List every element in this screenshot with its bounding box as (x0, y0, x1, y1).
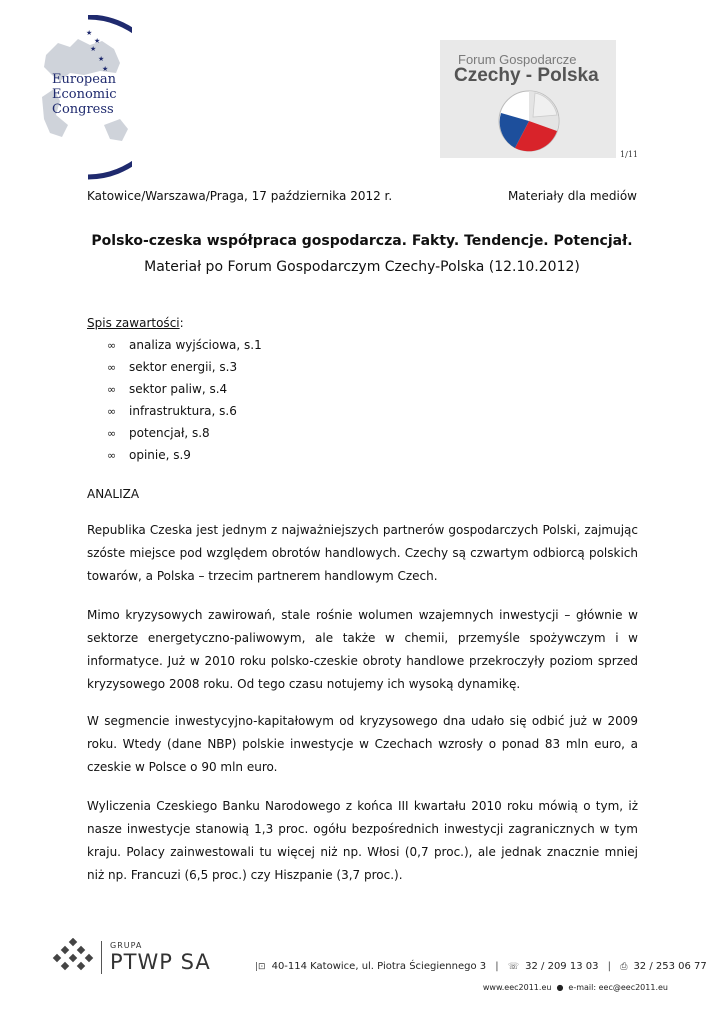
eec-logo-line: European (52, 72, 117, 87)
infinity-bullet-icon: ∞ (107, 383, 117, 396)
infinity-bullet-icon: ∞ (107, 339, 117, 352)
document-subtitle: Materiał po Forum Gospodarczym Czechy-Polska (12.10.2012) (144, 259, 580, 275)
forum-logo-line2: Czechy - Polska (454, 65, 599, 86)
ptwp-logo-icon (52, 938, 96, 976)
toc-heading-text: Spis zawartości (87, 316, 180, 330)
page-number: 1/11 (620, 150, 638, 159)
svg-text:★: ★ (98, 55, 105, 63)
footer-divider (101, 941, 102, 974)
fax-icon: ⎙ (620, 962, 628, 972)
footer-web (483, 983, 668, 992)
ptwp-company-name: PTWP SA (110, 950, 211, 974)
section-heading: ANALIZA (87, 487, 140, 501)
svg-text:★: ★ (86, 29, 93, 37)
eec-logo-line: Congress (52, 102, 114, 117)
pie-flag-icon (495, 87, 563, 155)
toc-list (107, 334, 262, 466)
svg-text:★: ★ (90, 45, 97, 53)
toc-item-label: potencjał, s.8 (129, 426, 210, 440)
separator: | (495, 961, 499, 972)
forum-czechy-polska-logo (440, 40, 616, 158)
toc-item-label: opinie, s.9 (129, 448, 191, 462)
separator: | (607, 961, 612, 972)
eec-logo-text (52, 72, 122, 117)
infinity-bullet-icon: ∞ (107, 405, 117, 418)
toc-item (107, 444, 262, 466)
toc-item (107, 422, 262, 444)
footer-contact (255, 961, 707, 972)
toc-heading (87, 313, 184, 333)
body-paragraph: Mimo kryzysowych zawirowań, stale rośnie wolumen wzajemnych inwestycji – głównie w sektorze energetyczno-paliwowym, ale także w chemii, przemyśle spożywczym i w informatyce. Już w 2010 roku polsko-czeskie obroty handlowe przekroczyły poziom sprzed kryzysowego 2008 roku. Od tego czasu notujemy ich wysoką dynamikę. (87, 608, 638, 691)
toc-heading-colon: : (179, 316, 184, 330)
infinity-bullet-icon: ∞ (107, 449, 117, 462)
address-icon: |⊡ (255, 962, 266, 972)
svg-text:★: ★ (102, 65, 109, 73)
body-paragraph: Wyliczenia Czeskiego Banku Narodowego z końca III kwartału 2010 roku mówią o tym, iż nasze inwestycje stanowią 1,3 proc. ogółu bezpośrednich inwestycji zagranicznych w tym kraju. Polacy zainwestowali tu więcej niż np. Włosi (0,7 proc.), ale jednak znacznie mniej niż np. Francuzi (6,5 proc.) czy Hiszpanie (3,7 proc.). (87, 799, 638, 882)
toc-item (107, 378, 262, 400)
infinity-bullet-icon: ∞ (107, 361, 117, 374)
bullet-dot-icon: ● (556, 983, 564, 992)
toc-item (107, 334, 262, 356)
toc-item-label: sektor paliw, s.4 (129, 382, 228, 396)
toc-item (107, 400, 262, 422)
ptwp-group-label: GRUPA (110, 941, 143, 950)
toc-item (107, 356, 262, 378)
place-date: Katowice/Warszawa/Praga, 17 października 2012 r. (87, 189, 393, 203)
footer-address: 40-114 Katowice, ul. Piotra Ściegiennego 3 (271, 961, 487, 972)
body-paragraph: Republika Czeska jest jednym z najważniejszych partnerów gospodarczych Polski, zajmując szóste miejsce pod względem obrotów handlowych. Czechy są czwartym odbiorcą polskich towarów, a Polska – trzecim partnerem handlowym Czech. (87, 523, 638, 583)
footer-email-link[interactable]: e-mail: eec@eec2011.eu (568, 983, 668, 992)
toc-item-label: sektor energii, s.3 (129, 360, 238, 374)
footer-phone: 32 / 209 13 03 (525, 961, 599, 972)
document-title: Polsko-czeska współpraca gospodarcza. Fakty. Tendencje. Potencjał. (91, 233, 633, 249)
phone-icon: ☏ (507, 962, 520, 972)
footer-fax: 32 / 253 06 77 (633, 961, 707, 972)
eec-logo-line: Economic (52, 87, 117, 102)
footer-website-link[interactable]: www.eec2011.eu (482, 983, 552, 992)
body-paragraph: W segmencie inwestycyjno-kapitałowym od kryzysowego dna udało się odbić już w 2009 roku. Wtedy (dane NBP) polskie inwestycje w Czechach wzrosły o ponad 83 mln euro, a czeskie w Polsce o 90 mln euro. (87, 714, 638, 774)
svg-text:★: ★ (94, 37, 101, 45)
media-label: Materiały dla mediów (507, 189, 637, 203)
forum-logo-line1: Forum Gospodarcze (458, 52, 577, 67)
infinity-bullet-icon: ∞ (107, 427, 117, 440)
toc-item-label: analiza wyjściowa, s.1 (129, 338, 262, 352)
toc-item-label: infrastruktura, s.6 (129, 404, 237, 418)
